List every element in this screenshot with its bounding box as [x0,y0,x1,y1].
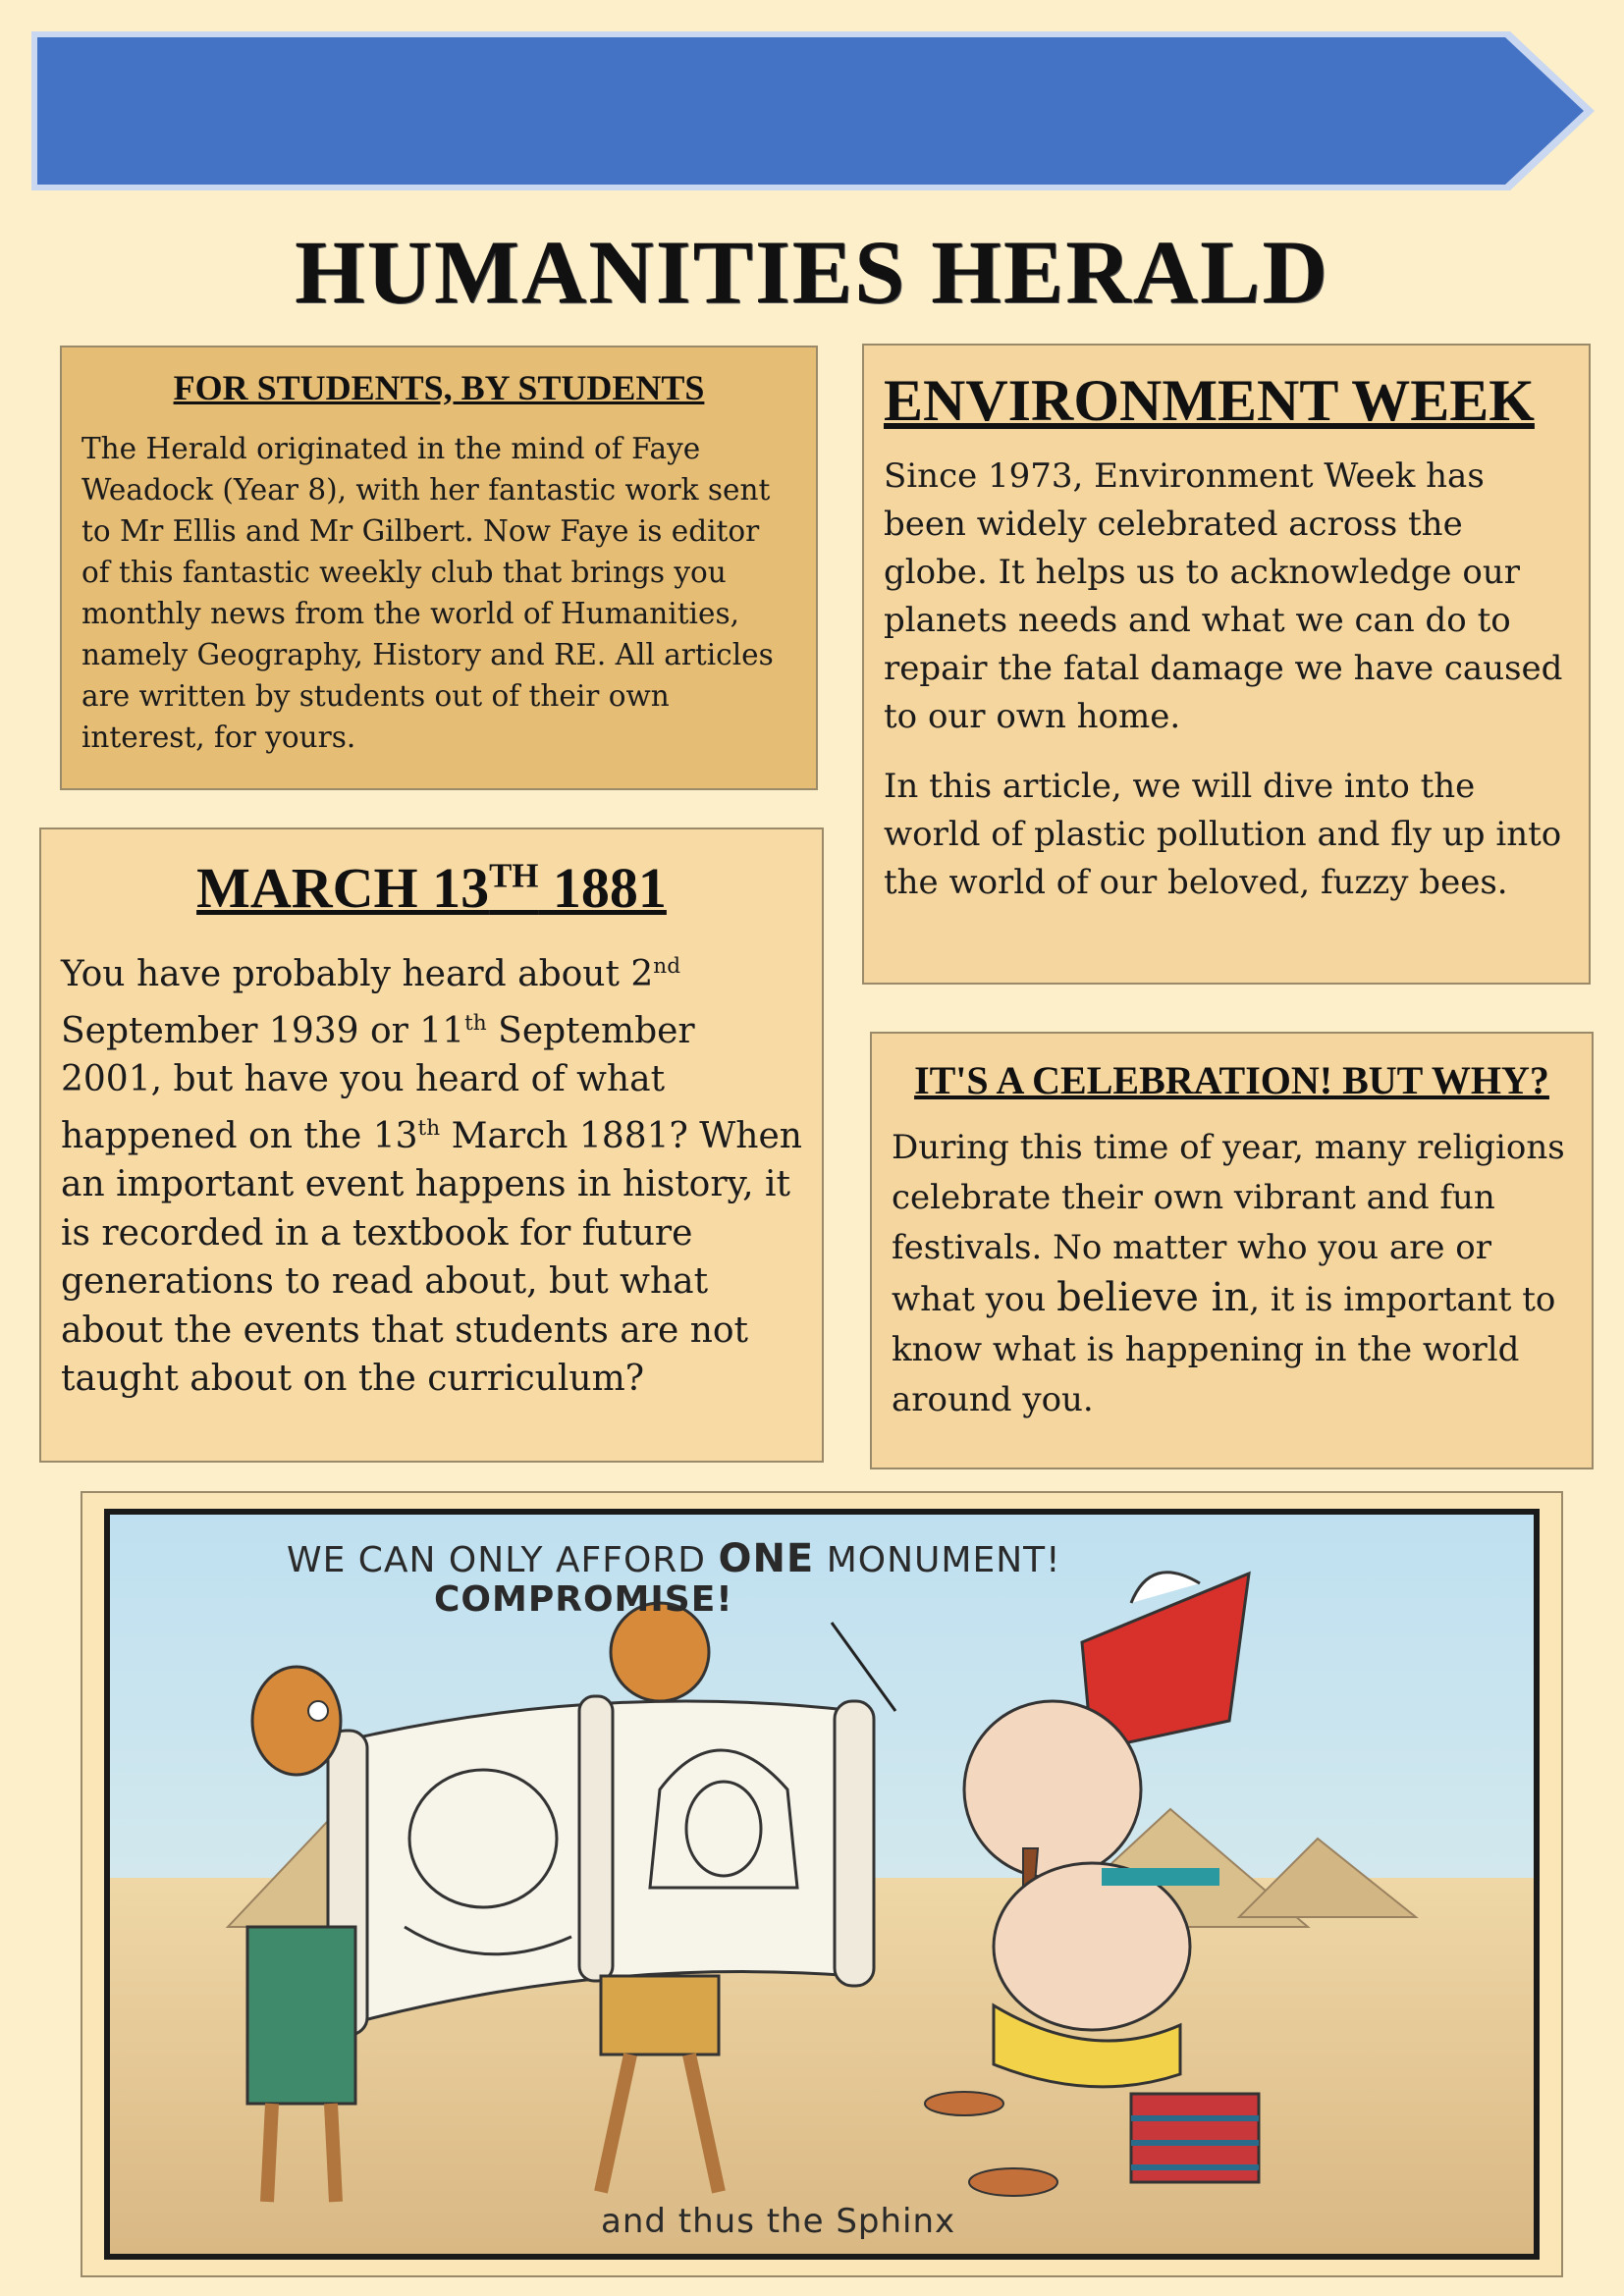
students-box [60,346,818,790]
cartoon-caption-compromise: COMPROMISE! [434,1579,733,1620]
header-banner-arrow [27,27,1598,194]
celebration-box [870,1032,1594,1469]
march-box [39,828,824,1463]
celebration-heading: IT'S A CELEBRATION! BUT WHY? [914,1058,1549,1102]
students-body: The Herald originated in the mind of Faye Weadock (Year 8), with her fantastic work sent to Mr Ellis and Mr Gilbert. Now Faye is editor of this fantastic weekly club that brings you monthly news from the world of Humanities, namely Geography, History and RE. All articles are written by students out of their own interest, for yours. [81,432,774,754]
cartoon-caption-bottom: and thus the Sphinx [601,2202,956,2241]
march-heading: MARCH 13TH 1881 [196,856,667,920]
students-heading: FOR STUDENTS, BY STUDENTS [173,368,705,407]
environment-paragraph-1: Since 1973, Environment Week has been widely celebrated across the globe. It helps us to acknowledge our planets needs and what we can do to repair the fatal damage we have caused to our own home. [884,456,1563,736]
cartoon-frame [81,1491,1563,2277]
masthead-title: HUMANITIES HERALD [295,222,1329,322]
environment-heading: ENVIRONMENT WEEK [884,368,1535,433]
cartoon-caption-top: WE CAN ONLY AFFORD ONE MONUMENT! [287,1536,1061,1581]
environment-paragraph-2: In this article, we will dive into the world of plastic pollution and fly up into the world of our beloved, fuzzy bees. [884,767,1562,902]
celebration-body: During this time of year, many religions celebrate their own vibrant and fun festivals. No matter who you are or what you believe in, it is important to know what is happening in the world around you. [892,1128,1565,1419]
march-body: You have probably heard about 2nd September 1939 or 11th September 2001, but have you heard of what happened on the 13th March 1881? When an important event happens in history, it is recorded in a textbook for future generations to read about, but what about the events that students are not taught about on the curriculum? [61,954,802,1399]
sphinx-cartoon [104,1509,1540,2260]
cartoon-illustration [110,1515,1534,2254]
environment-box [862,344,1591,985]
